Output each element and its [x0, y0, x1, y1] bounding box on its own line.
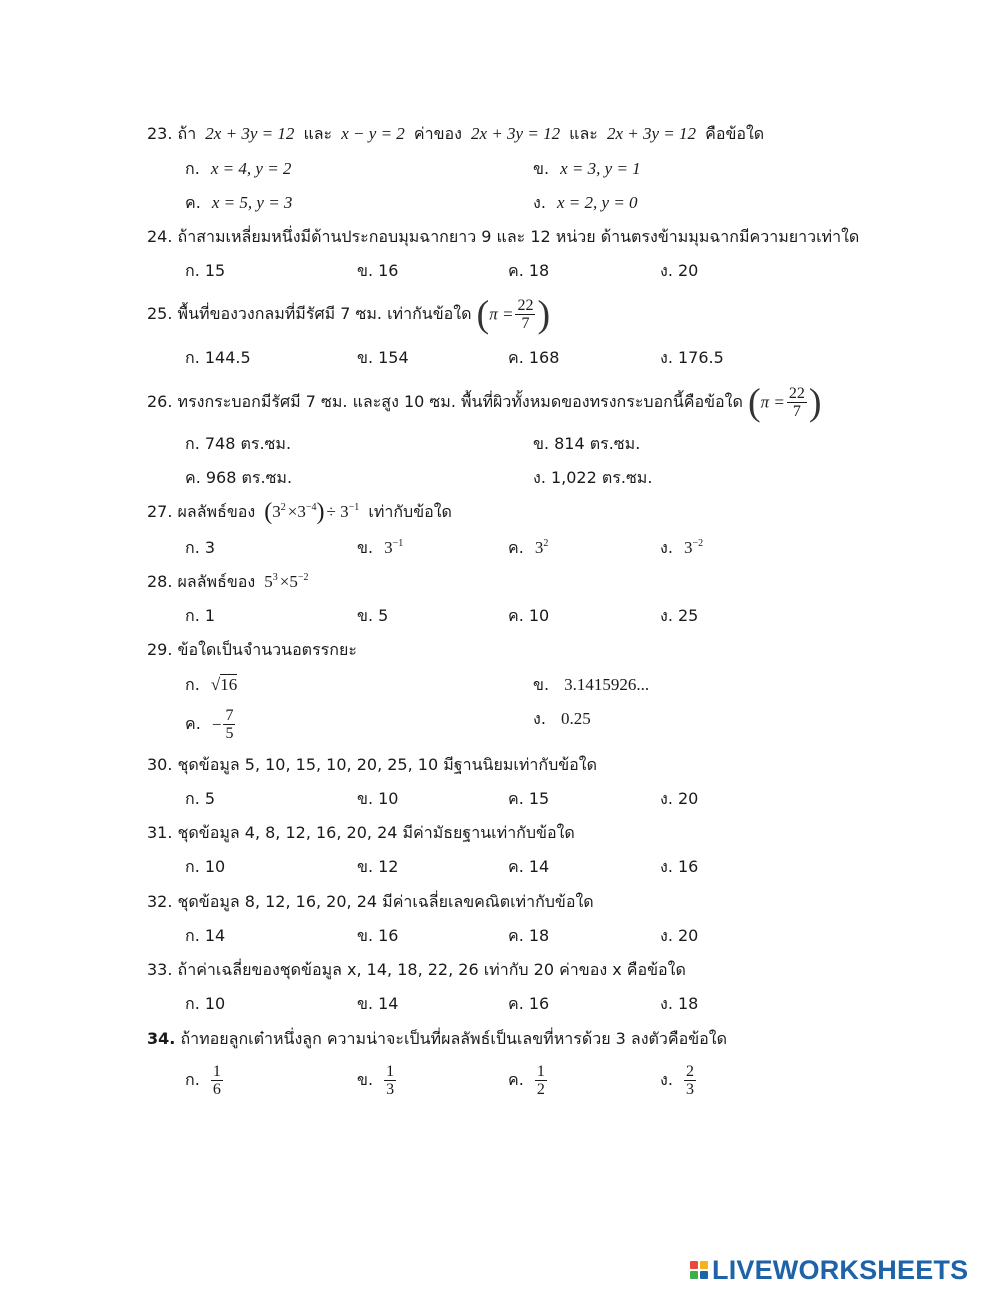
q34-a-num: 1 [212, 1063, 221, 1080]
q34-c-label: ค. [508, 1070, 524, 1089]
q29-b-value: 3.1415926... [564, 675, 650, 694]
q34-choice-b[interactable] [357, 1060, 398, 1100]
q27-label: 27. ผลลัพธ์ของ [147, 502, 256, 521]
q27-b-label: ข. [357, 538, 374, 557]
q28-exp1: 3 [272, 572, 278, 583]
q28-choice-d[interactable]: ง. 25 [660, 606, 699, 625]
q29-d-value: 0.25 [561, 709, 591, 728]
liveworksheets-logo[interactable] [690, 1256, 968, 1284]
q27-stem [147, 498, 452, 526]
q27-exp1: 2 [280, 502, 286, 513]
q27-expression: $(3^2 \times 3^{-4}) \div 3^{-1}$ [264, 499, 360, 525]
q26-pi: π = [760, 392, 785, 412]
q34-d-fraction [684, 1063, 696, 1098]
q29-b-label: ข. [533, 675, 550, 694]
q24-choice-b[interactable]: ข. 16 [357, 261, 399, 280]
q29-choice-c[interactable] [185, 706, 237, 743]
q23-ask: คือข้อใด [705, 124, 765, 143]
q25-paren-close: ) [537, 293, 551, 336]
q26-frac-den: 7 [792, 403, 801, 420]
q29-choice-d[interactable] [533, 708, 591, 730]
q23-choice-c[interactable] [185, 192, 292, 214]
q29-c-label: ค. [185, 714, 201, 733]
q28-label: 28. ผลลัพธ์ของ [147, 572, 256, 591]
q28-choice-b[interactable]: ข. 5 [357, 606, 389, 625]
q25-choice-d[interactable]: ง. 176.5 [660, 348, 724, 367]
q26-choice-a[interactable]: ก. 748 ตร.ซม. [185, 434, 292, 453]
q25-frac-num: 22 [517, 297, 534, 314]
q27-d-label: ง. [660, 538, 673, 557]
q23-and2: และ [569, 124, 598, 143]
logo-square-1 [690, 1261, 698, 1269]
q26-choice-d[interactable]: ง. 1,022 ตร.ซม. [533, 468, 653, 487]
q27-times: ×3 [287, 502, 306, 521]
q23-eq1: 2x + 3y = 12 [205, 124, 295, 143]
q23-b-label: ข. [533, 159, 550, 178]
q27-choice-a[interactable]: ก. 3 [185, 538, 216, 557]
q28-expression [264, 572, 308, 591]
q34-d-num: 2 [686, 1063, 694, 1080]
q26-stem [147, 379, 822, 426]
q27-c-value [535, 538, 549, 557]
q29-a-sqrt: √16 [210, 675, 238, 694]
q31-choice-c[interactable]: ค. 14 [508, 857, 550, 876]
q25-stem [147, 291, 550, 338]
q29-a-label: ก. [185, 675, 200, 694]
q28-base1: 5 [264, 572, 273, 591]
logo-square-4 [700, 1271, 708, 1279]
q23-b-value: x = 3, y = 1 [560, 159, 641, 178]
q23-choice-b[interactable] [533, 158, 641, 180]
q34-c-fraction [535, 1063, 547, 1098]
q27-exp3: −1 [348, 502, 360, 513]
q25-label: 25. พื้นที่ของวงกลมที่มีรัศมี 7 ซม. เท่ากันข้อใด [147, 304, 472, 323]
q29-stem: 29. ข้อใดเป็นจำนวนอตรรกยะ [147, 640, 357, 659]
q29-c-fraction [223, 707, 235, 742]
liveworksheets-icon [690, 1261, 708, 1279]
q27-div: ÷ 3 [326, 502, 349, 521]
q34-choice-a[interactable] [185, 1060, 225, 1100]
q27-d-base: 3 [684, 538, 693, 557]
q23-choice-d[interactable] [533, 192, 638, 214]
q27-choice-c[interactable] [508, 537, 548, 559]
q32-choice-a[interactable]: ก. 14 [185, 926, 226, 945]
q23-and1: และ [303, 124, 333, 143]
q29-c-den: 5 [225, 725, 234, 742]
q23-eq3: 2x + 3y = 12 [471, 124, 561, 143]
q26-fraction [787, 385, 807, 420]
q33-choice-a[interactable]: ก. 10 [185, 994, 226, 1013]
q25-frac-den: 7 [521, 315, 530, 332]
q25-pi: π = [489, 304, 514, 324]
q34-b-label: ข. [357, 1070, 374, 1089]
q24-stem: 24. ถ้าสามเหลี่ยมหนึ่งมีด้านประกอบมุมฉากยาว 9 และ 12 หน่วย ด้านตรงข้ามมุมฉากมีความยาวเท่าใด [147, 227, 860, 246]
q29-c-sign: − [211, 714, 222, 734]
q30-choice-a[interactable]: ก. 5 [185, 789, 216, 808]
q30-choice-d[interactable]: ง. 20 [660, 789, 699, 808]
q23-a-value: x = 4, y = 2 [210, 159, 292, 178]
q33-stem: 33. ถ้าค่าเฉลี่ยของชุดข้อมูล x, 14, 18, 22, 26 เท่ากับ 20 ค่าของ x คือข้อใด [147, 960, 686, 979]
q25-paren-open: ( [476, 293, 490, 336]
q28-choice-a[interactable]: ก. 1 [185, 606, 216, 625]
q27-b-exp: −1 [392, 538, 404, 549]
q34-stem [147, 1028, 727, 1050]
q26-paren-open: ( [747, 381, 761, 424]
q27-c-base: 3 [534, 538, 544, 557]
q34-choice-c[interactable] [508, 1060, 549, 1100]
q33-choice-b[interactable]: ข. 14 [357, 994, 399, 1013]
q28-choice-c[interactable]: ค. 10 [508, 606, 550, 625]
q23-label: 23. ถ้า [147, 124, 197, 143]
q31-choice-a[interactable]: ก. 10 [185, 857, 226, 876]
q23-eq2: x − y = 2 [341, 124, 405, 143]
q24-choice-d[interactable]: ง. 20 [660, 261, 699, 280]
logo-text: LIVEWORKSHEETS [712, 1254, 969, 1285]
q23-eq4: 2x + 3y = 12 [606, 124, 697, 143]
q30-choice-c[interactable]: ค. 15 [508, 789, 550, 808]
q26-choice-b[interactable]: ข. 814 ตร.ซม. [533, 434, 641, 453]
q27-b-value [384, 538, 403, 557]
q27-b-base: 3 [384, 538, 393, 557]
q25-choice-c[interactable]: ค. 168 [508, 348, 560, 367]
q25-fraction [515, 297, 535, 332]
q33-choice-c[interactable]: ค. 16 [508, 994, 550, 1013]
q34-number: 34. [147, 1029, 176, 1048]
q27-ask: เท่ากับข้อใด [368, 502, 452, 521]
q34-b-den: 3 [386, 1081, 395, 1098]
q29-choice-b[interactable] [533, 674, 649, 696]
q24-choice-c[interactable]: ค. 18 [508, 261, 550, 280]
q27-d-exp: −2 [692, 538, 704, 549]
q34-a-label: ก. [185, 1070, 200, 1089]
q30-stem: 30. ชุดข้อมูล 5, 10, 15, 10, 20, 25, 10 มีฐานนิยมเท่ากับข้อใด [147, 755, 597, 774]
q27-choice-d[interactable] [660, 537, 703, 559]
q23-a-label: ก. [185, 159, 200, 178]
q31-choice-b[interactable]: ข. 12 [357, 857, 399, 876]
q23-c-label: ค. [185, 193, 201, 212]
q28-stem [147, 571, 309, 593]
q34-label: ถ้าทอยลูกเต๋าหนึ่งลูก ความน่าจะเป็นที่ผลลัพธ์เป็นเลขที่หารด้วย 3 ลงตัวคือข้อใด [180, 1029, 727, 1048]
q23-d-label: ง. [533, 193, 546, 212]
q27-d-value [684, 538, 703, 557]
q27-c-label: ค. [508, 538, 524, 557]
q32-choice-b[interactable]: ข. 16 [357, 926, 399, 945]
q27-c-exp: 2 [543, 538, 549, 549]
q34-c-den: 2 [536, 1081, 545, 1098]
q26-label: 26. ทรงกระบอกมีรัศมี 7 ซม. และสูง 10 ซม. พื้นที่ผิวทั้งหมดของทรงกระบอกนี้คือข้อใด [147, 392, 743, 411]
q26-paren-close: ) [808, 381, 822, 424]
q26-choice-c[interactable]: ค. 968 ตร.ซม. [185, 468, 293, 487]
q23-value-of: ค่าของ [413, 124, 462, 143]
q28-times: ×5 [279, 572, 298, 591]
q26-frac-num: 22 [788, 385, 805, 402]
q28-exp2: −2 [297, 572, 309, 583]
q23-d-value: x = 2, y = 0 [557, 193, 638, 212]
q27-choice-b[interactable] [357, 537, 403, 559]
q29-a-radicand: 16 [220, 675, 238, 694]
q24-choice-a[interactable]: ก. 15 [185, 261, 226, 280]
q23-choice-a[interactable] [185, 158, 291, 180]
q29-c-num: 7 [225, 707, 234, 724]
q34-d-den: 3 [686, 1081, 694, 1098]
q32-stem: 32. ชุดข้อมูล 8, 12, 16, 20, 24 มีค่าเฉลี่ยเลขคณิตเท่ากับข้อใด [147, 892, 594, 911]
q33-choice-d[interactable]: ง. 18 [660, 994, 699, 1013]
q27-exp2: −4 [305, 502, 317, 513]
q34-b-fraction [384, 1063, 396, 1098]
q31-choice-d[interactable]: ง. 16 [660, 857, 699, 876]
q29-d-label: ง. [533, 709, 546, 728]
q30-choice-b[interactable]: ข. 10 [357, 789, 399, 808]
q34-d-label: ง. [660, 1070, 673, 1089]
logo-square-2 [700, 1261, 708, 1269]
q23-c-value: x = 5, y = 3 [211, 193, 293, 212]
q23-stem [147, 123, 764, 145]
q34-c-num: 1 [536, 1063, 545, 1080]
q32-choice-d[interactable]: ง. 20 [660, 926, 699, 945]
q25-choice-b[interactable]: ข. 154 [357, 348, 409, 367]
logo-square-3 [690, 1271, 698, 1279]
q25-choice-a[interactable]: ก. 144.5 [185, 348, 251, 367]
q34-a-den: 6 [212, 1081, 221, 1098]
q32-choice-c[interactable]: ค. 18 [508, 926, 550, 945]
q34-choice-d[interactable] [660, 1060, 698, 1100]
q34-b-num: 1 [386, 1063, 395, 1080]
q29-choice-a[interactable] [185, 674, 237, 696]
q31-stem: 31. ชุดข้อมูล 4, 8, 12, 16, 20, 24 มีค่ามัธยฐานเท่ากับข้อใด [147, 823, 575, 842]
q34-a-fraction [211, 1063, 223, 1098]
q27-base1: 3 [272, 502, 281, 521]
